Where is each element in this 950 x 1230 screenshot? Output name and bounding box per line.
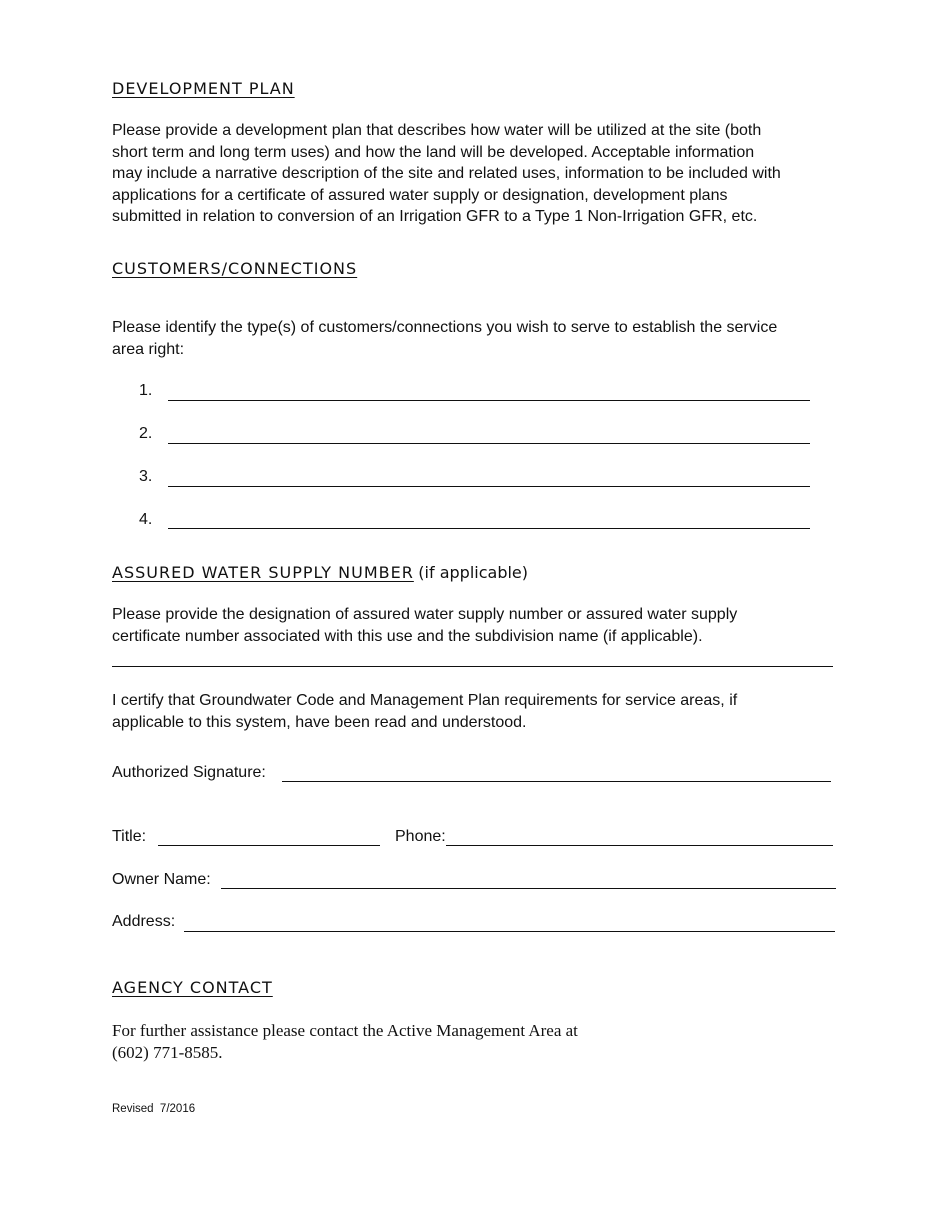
customer-item-3-field[interactable]	[168, 486, 810, 487]
phone-field[interactable]	[446, 845, 833, 846]
customer-item-4-number: 4.	[139, 511, 153, 528]
certify-text: I certify that Groundwater Code and Management Plan requirements for service areas, if applicable to this system, have been read and understood.	[112, 692, 738, 731]
agency-contact-heading: AGENCY CONTACT	[112, 978, 273, 997]
title-label: Title:	[112, 828, 147, 845]
customer-item-3-number: 3.	[139, 468, 153, 485]
customer-item-1-field[interactable]	[168, 400, 810, 401]
assured-heading-suffix: (if applicable)	[418, 563, 528, 582]
address-field[interactable]	[184, 931, 835, 932]
development-plan-text: Please provide a development plan that describes how water will be utilized at the site (both short term and long term uses) and how the land will be developed. Acceptable information may include a narrative description of the site and related uses, information to be included with applications for a certificate of assured water supply or designation, development plans submitted in relation to conversion of an Irrigation GFR to a Type 1 Non-Irrigation GFR, etc.	[112, 122, 781, 225]
address-label: Address:	[112, 913, 176, 930]
development-plan-heading: DEVELOPMENT PLAN	[112, 79, 295, 98]
customer-item-1-number: 1.	[139, 382, 153, 399]
assured-heading: ASSURED WATER SUPPLY NUMBER	[112, 563, 414, 582]
revised-date: Revised 7/2016	[112, 1103, 196, 1115]
agency-contact-text: For further assistance please contact the Active Management Area at (602) 771-8585.	[112, 1021, 578, 1062]
signature-label: Authorized Signature:	[112, 764, 266, 781]
phone-label: Phone:	[395, 828, 446, 845]
customer-item-2-field[interactable]	[168, 443, 810, 444]
customers-text: Please identify the type(s) of customers/connections you wish to serve to establish the service area right:	[112, 319, 778, 358]
customers-heading: CUSTOMERS/CONNECTIONS	[112, 259, 358, 278]
assured-text: Please provide the designation of assured water supply number or assured water supply certificate number associated with this use and the subdivision name (if applicable).	[112, 606, 738, 645]
signature-field[interactable]	[282, 781, 831, 782]
owner-name-field[interactable]	[221, 888, 836, 889]
customer-item-2-number: 2.	[139, 425, 153, 442]
owner-name-label: Owner Name:	[112, 871, 211, 888]
title-field[interactable]	[158, 845, 380, 846]
customer-item-4-field[interactable]	[168, 528, 810, 529]
assured-heading-row	[112, 563, 528, 583]
assured-number-field[interactable]	[112, 666, 833, 667]
